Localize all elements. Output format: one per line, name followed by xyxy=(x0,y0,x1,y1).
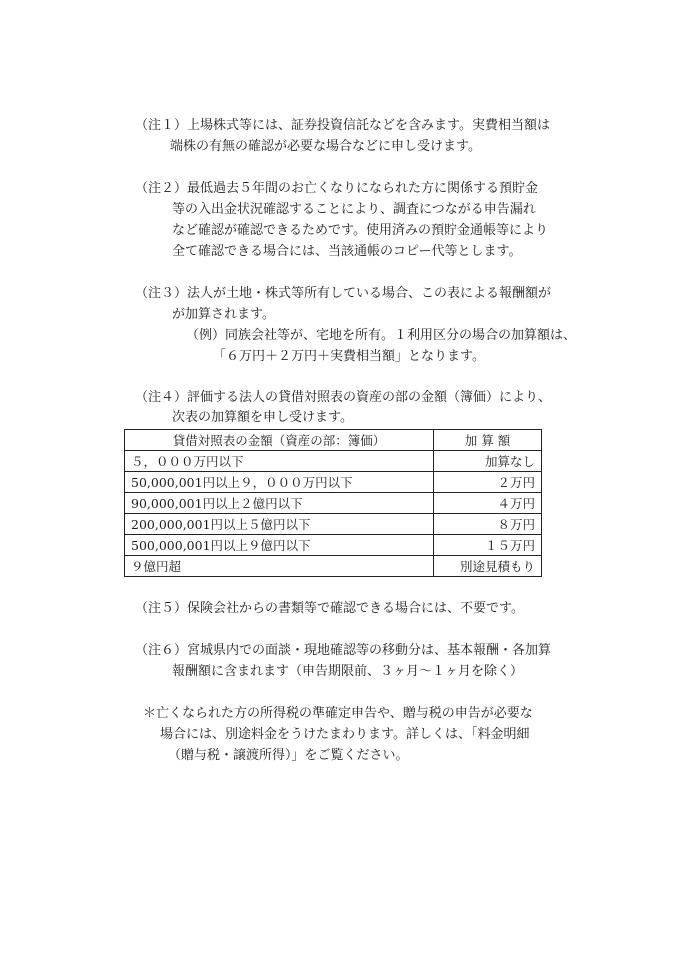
note-5-line-1: （注５）保険会社からの書類等で確認できる場合には、不要です。 xyxy=(135,601,524,616)
additional-note-line-2: 場合には、別途料金をうけたまわります。詳しくは、「料金明細 xyxy=(160,727,530,742)
table-row xyxy=(125,535,542,556)
additional-note-line-3: （贈与税・譲渡所得）」をご覧ください。 xyxy=(168,748,409,763)
note-6-line-1: （注６）宮城県内での面談・現地確認等の移動分は、基本報酬・各加算 xyxy=(135,643,552,658)
note-3-line-1: （注３）法人が土地・株式等所有している場合、この表による報酬額が xyxy=(135,286,552,301)
row-range: 90,000,001円以上２億円以下 xyxy=(125,493,434,514)
note-4-line-2: 次表の加算額を申し受けます。 xyxy=(172,410,353,425)
row-amount: ４万円 xyxy=(434,493,542,514)
table-row xyxy=(125,451,542,472)
row-amount: 別途見積もり xyxy=(434,556,542,577)
note-2-line-1: （注２）最低過去５年間のお亡くなりになられた方に関係する預貯金 xyxy=(135,181,539,196)
row-range: ９億円超 xyxy=(125,556,434,577)
note-2-line-3: など確認が確認できるためです。使用済みの預貯金通帳等により xyxy=(172,223,548,238)
note-1-line-2: 端株の有無の確認が必要な場合などに申し受けます。 xyxy=(170,139,481,154)
note-1-line-1: （注１）上場株式等には、証券投資信託などを含みます。実費相当額は xyxy=(135,118,550,133)
row-amount: ２万円 xyxy=(434,472,542,493)
row-amount: 加算なし xyxy=(434,451,542,472)
note-6-line-2: 報酬額に含まれます（申告期限前、３ヶ月～１ヶ月を除く） xyxy=(172,664,524,679)
row-range: ５，０００万円以下 xyxy=(125,451,434,472)
header-surcharge: 加 算 額 xyxy=(434,430,542,451)
row-amount: １５万円 xyxy=(434,535,542,556)
row-range: 50,000,001円以上９，０００万円以下 xyxy=(125,472,434,493)
note-3-example-line-1: （例）同族会社等が、宅地を所有。１利用区分の場合の加算額は、 xyxy=(186,328,577,343)
row-amount: ８万円 xyxy=(434,514,542,535)
header-balance-amount: 貸借対照表の金額（資産の部：簿価） xyxy=(125,430,434,451)
note-4-line-1: （注４）評価する法人の貸借対照表の資産の部の金額（簿価）により、 xyxy=(135,390,552,405)
note-2-line-2: 等の入出金状況確認することにより、調査につながる申告漏れ xyxy=(172,202,536,217)
table-row xyxy=(125,493,542,514)
note-3-line-2: が加算されます。 xyxy=(172,307,275,322)
note-2-line-4: 全て確認できる場合には、当該通帳のコピー代等とします。 xyxy=(172,244,522,259)
table-header-row xyxy=(125,430,542,451)
table-row xyxy=(125,472,542,493)
note-3-example-line-2: 「６万円＋２万円＋実費相当額」となります。 xyxy=(213,349,485,364)
table-row xyxy=(125,556,542,577)
row-range: 200,000,001円以上５億円以下 xyxy=(125,514,434,535)
row-range: 500,000,001円以上９億円以下 xyxy=(125,535,434,556)
additional-note-line-1: ＊亡くなられた方の所得税の準確定申告や、贈与税の申告が必要な xyxy=(143,706,533,721)
table-row xyxy=(125,514,542,535)
surcharge-table xyxy=(124,429,542,577)
